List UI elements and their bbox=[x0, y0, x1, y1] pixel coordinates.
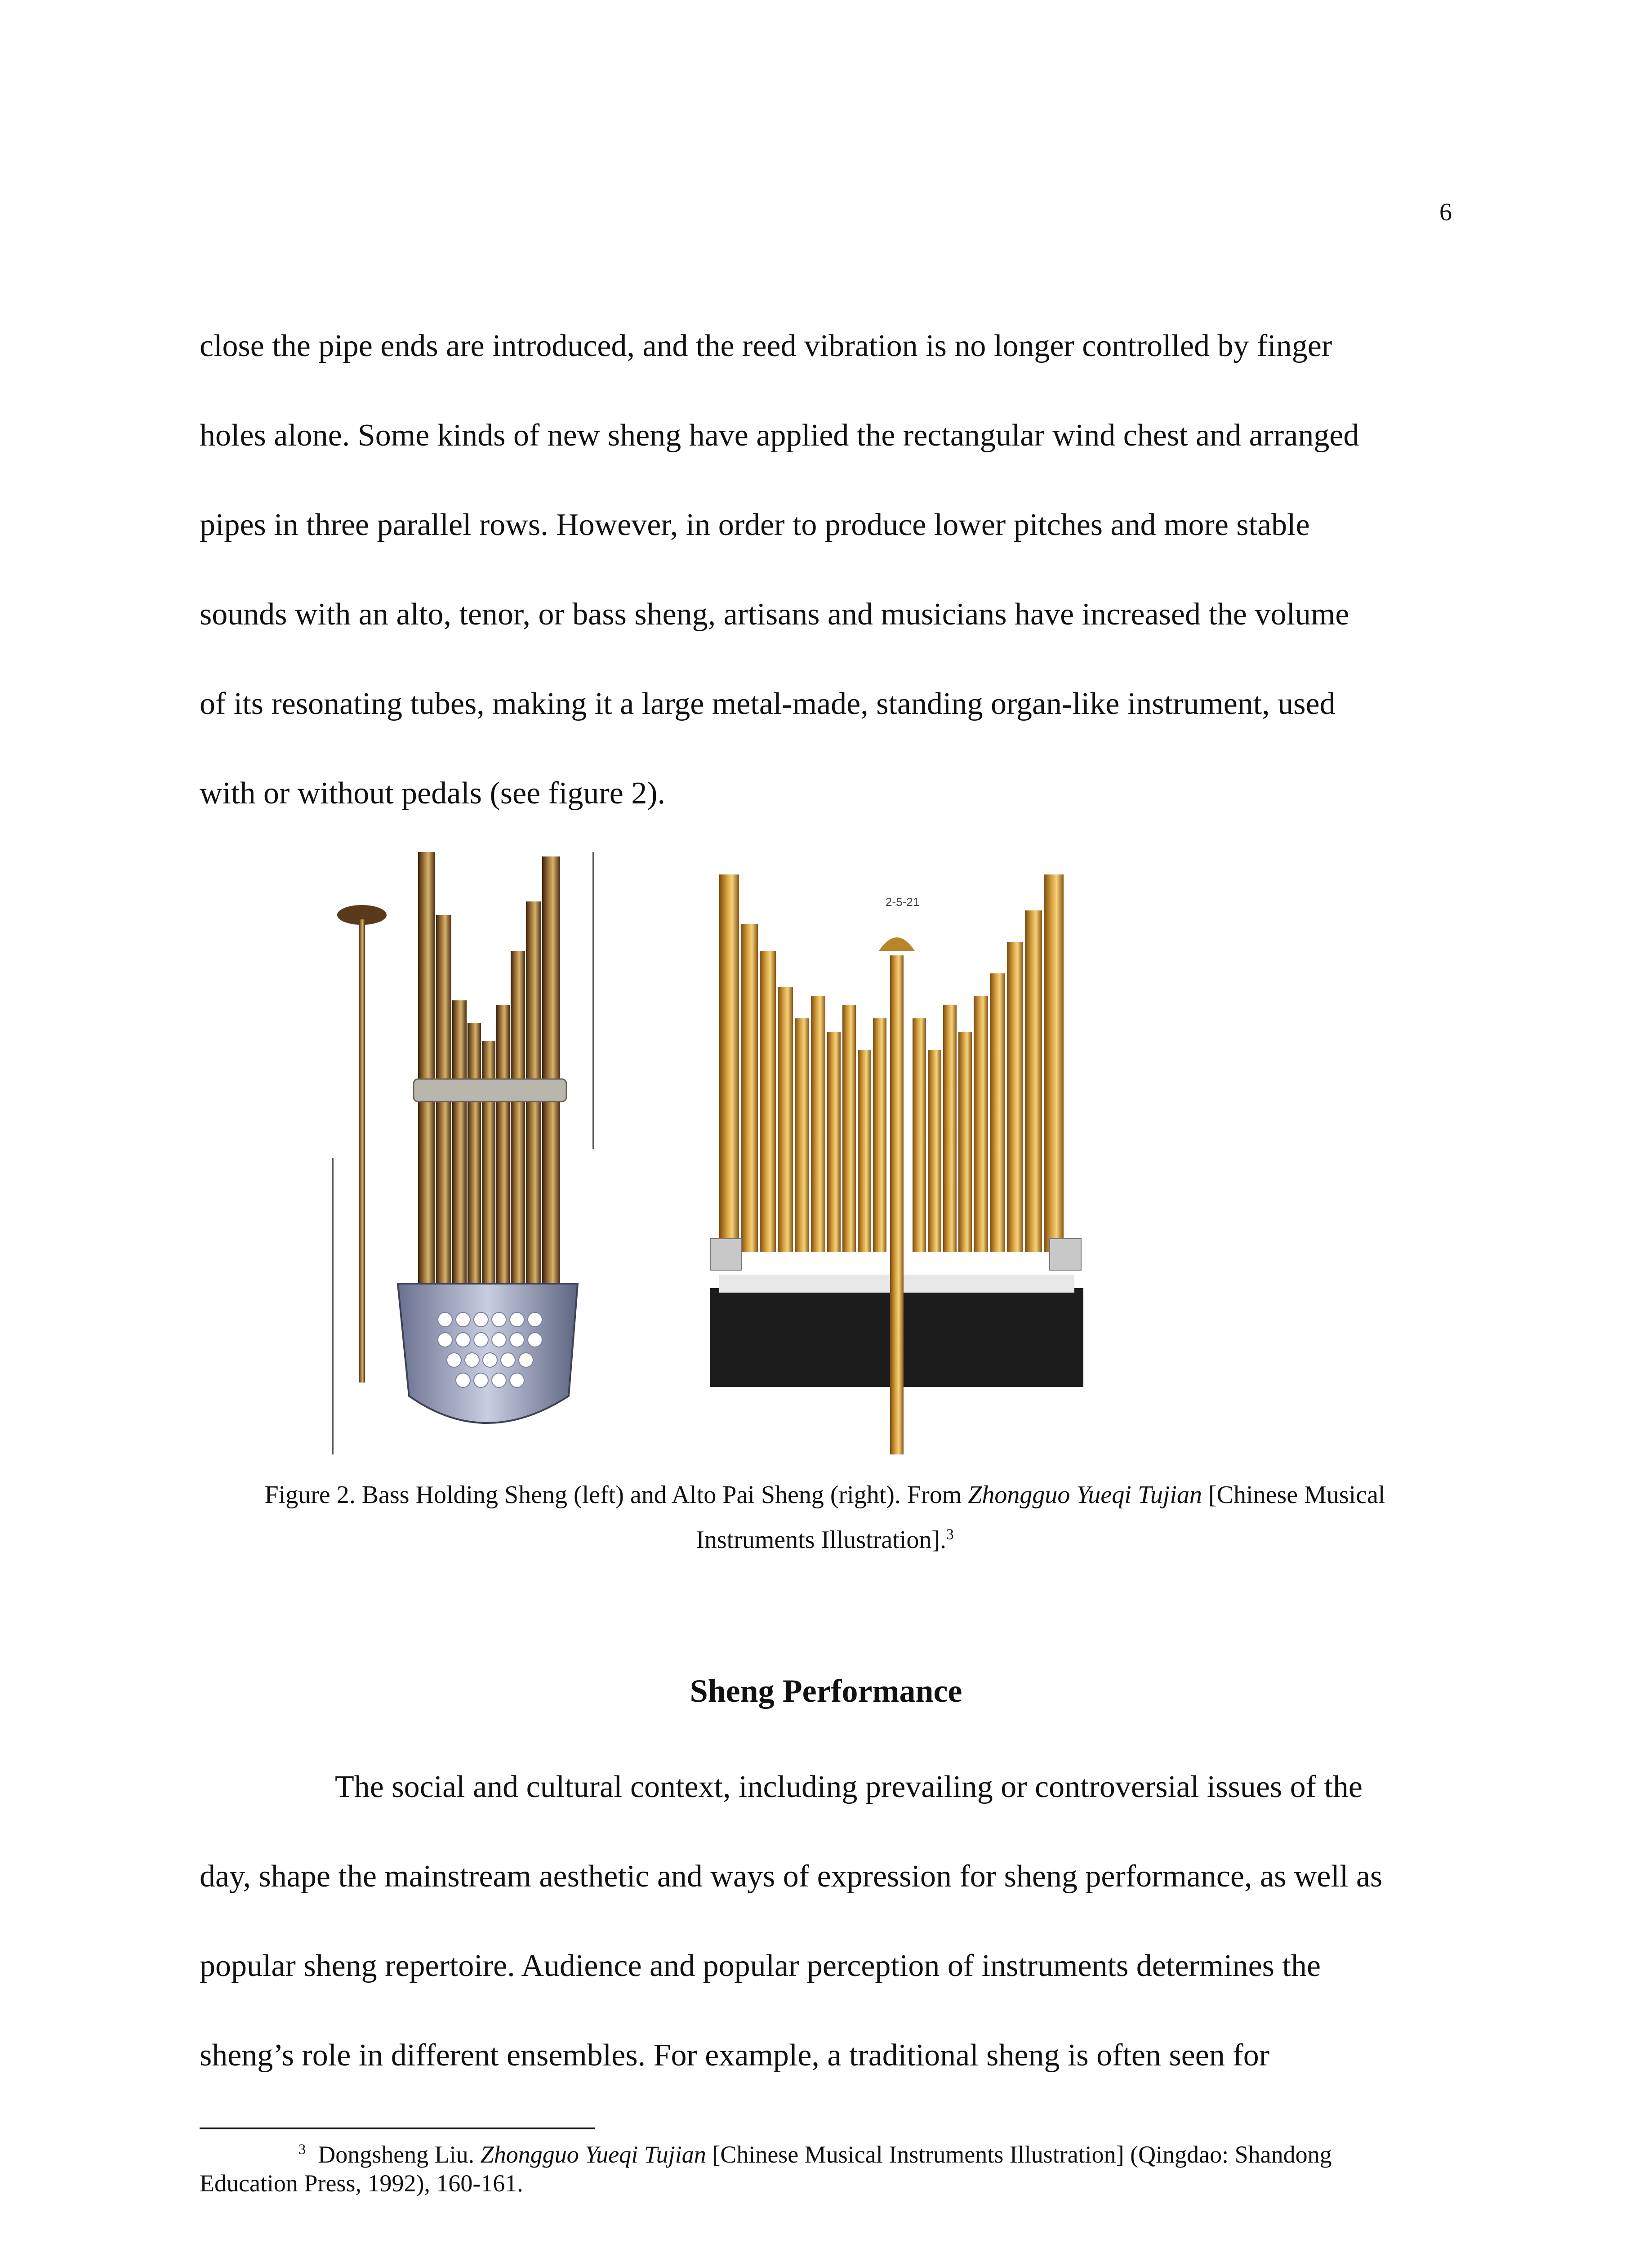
caption-line-1 bbox=[148, 1472, 1501, 1517]
footnote-divider bbox=[200, 2128, 595, 2129]
figure-left-bass-holding-sheng bbox=[324, 852, 611, 1454]
instrument-label: 2-5-21 bbox=[886, 895, 920, 909]
footnote bbox=[200, 2140, 1467, 2198]
section-heading: Sheng Performance bbox=[690, 1673, 962, 1709]
footnote-line-2: Education Press, 1992), 160-161. bbox=[200, 2170, 523, 2197]
footnote-line-1 bbox=[200, 2140, 1467, 2169]
text-line: close the pipe ends are introduced, and the reed vibration is no longer controlled by finger bbox=[200, 329, 1332, 363]
page-number: 6 bbox=[1439, 198, 1452, 226]
figure-right-alto-pai-sheng bbox=[701, 870, 1097, 1454]
footnote-reference[interactable]: 3 bbox=[946, 1526, 954, 1543]
footnote-author: Dongsheng Liu. bbox=[318, 2141, 481, 2168]
caption-text: [Chinese Musical bbox=[1202, 1481, 1385, 1509]
text-line: holes alone. Some kinds of new sheng have applied the rectangular wind chest and arranged bbox=[200, 418, 1359, 453]
text-line: The social and cultural context, including prevailing or controversial issues of the bbox=[335, 1770, 1363, 1804]
footnote-title: Zhongguo Yueqi Tujian bbox=[480, 2141, 706, 2168]
text-line: pipes in three parallel rows. However, in order to produce lower pitches and more stable bbox=[200, 508, 1310, 542]
caption-title: Zhongguo Yueqi Tujian bbox=[968, 1481, 1202, 1509]
footnote-text: [Chinese Musical Instruments Illustration] (Qingdao: Shandong bbox=[706, 2141, 1332, 2168]
text-line: popular sheng repertoire. Audience and popular perception of instruments determines the bbox=[200, 1949, 1321, 1983]
caption-line-2 bbox=[148, 1517, 1501, 1562]
text-line: sheng’s role in different ensembles. For example, a traditional sheng is often seen for bbox=[200, 2038, 1269, 2073]
footnote-number: 3 bbox=[298, 2141, 306, 2158]
text-line: of its resonating tubes, making it a large metal-made, standing organ-like instrument, used bbox=[200, 687, 1336, 721]
caption-text: Figure 2. Bass Holding Sheng (left) and Alto Pai Sheng (right). From bbox=[264, 1481, 968, 1509]
text-line: day, shape the mainstream aesthetic and ways of expression for sheng performance, as well as bbox=[200, 1859, 1383, 1894]
text-line: sounds with an alto, tenor, or bass sheng, artisans and musicians have increased the volume bbox=[200, 597, 1349, 632]
text-line: with or without pedals (see figure 2). bbox=[200, 776, 666, 811]
figure-caption bbox=[148, 1472, 1501, 1562]
caption-text: Instruments Illustration]. bbox=[696, 1526, 946, 1554]
